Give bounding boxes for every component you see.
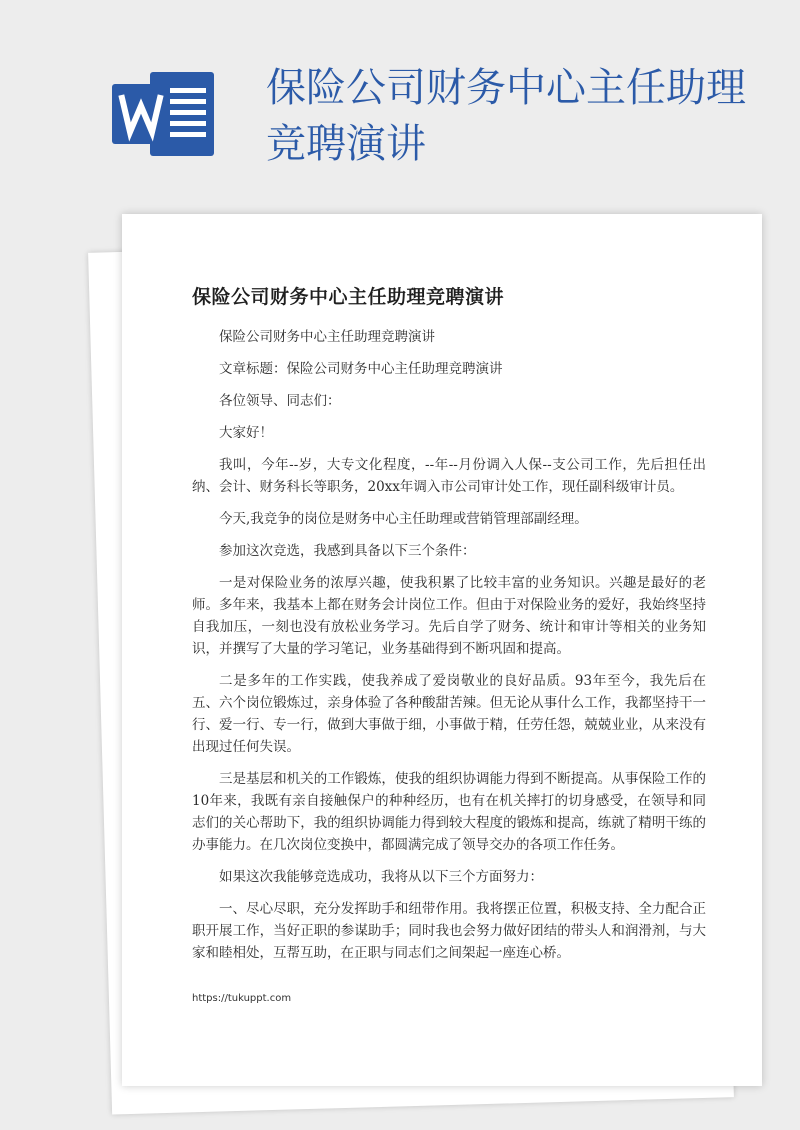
document-body (192, 326, 706, 974)
paragraph: 我叫，今年--岁，大专文化程度，--年--月份调入人保--支公司工作，先后担任出纳、会计、财务科长等职务，20xx年调入市公司审计处工作，现任副科级审计员。 (192, 457, 706, 495)
document-heading: 保险公司财务中心主任助理竞聘演讲 (192, 286, 505, 308)
footer-url: https://tukuppt.com (192, 993, 292, 1004)
paragraph: 参加这次竞选，我感到具备以下三个条件： (219, 543, 476, 559)
paragraph: 三是基层和机关的工作锻炼，使我的组织协调能力得到不断提高。从事保险工作的10年来，我既有亲自接触保户的种种经历，也有在机关摔打的切身感受，在领导和同志们的关心帮助下，我的组织协调能力得到较大程度的锻炼和提高，练就了精明干练的办事能力。在几次岗位变换中，都圆满完成了领导交办的各项工作任务。 (192, 771, 706, 853)
paragraph: 保险公司财务中心主任助理竞聘演讲 (219, 329, 435, 345)
paragraph: 一、尽心尽职，充分发挥助手和纽带作用。我将摆正位置，积极支持、全力配合正职开展工作，当好正职的参谋助手；同时我也会努力做好团结的带头人和润滑剂，与大家和睦相处，互帮互助，在正职与同志们之间架起一座连心桥。 (192, 901, 706, 961)
paragraph: 文章标题：保险公司财务中心主任助理竞聘演讲 (219, 361, 503, 377)
document-page (122, 214, 762, 1086)
paragraph: 如果这次我能够竞选成功，我将从以下三个方面努力： (219, 869, 543, 885)
paragraph: 大家好！ (219, 425, 273, 441)
paragraph: 今天,我竞争的岗位是财务中心主任助理或营销管理部副经理。 (219, 511, 588, 527)
banner-title: 保险公司财务中心主任助理竞聘演讲 (266, 65, 746, 167)
word-icon (110, 68, 216, 160)
paragraph: 各位领导、同志们： (219, 393, 341, 409)
paragraph: 二是多年的工作实践，使我养成了爱岗敬业的良好品质。93年至今，我先后在五、六个岗位锻炼过，亲身体验了各种酸甜苦辣。但无论从事什么工作，我都坚持干一行、爱一行、专一行，做到大事做于细，小事做于精，任劳任怨，兢兢业业，从来没有出现过任何失误。 (192, 673, 706, 755)
paragraph: 一是对保险业务的浓厚兴趣，使我积累了比较丰富的业务知识。兴趣是最好的老师。多年来，我基本上都在财务会计岗位工作。但由于对保险业务的爱好，我始终坚持自我加压，一刻也没有放松业务学习。先后自学了财务、统计和审计等相关的业务知识，并撰写了大量的学习笔记，业务基础得到不断巩固和提高。 (192, 575, 706, 657)
